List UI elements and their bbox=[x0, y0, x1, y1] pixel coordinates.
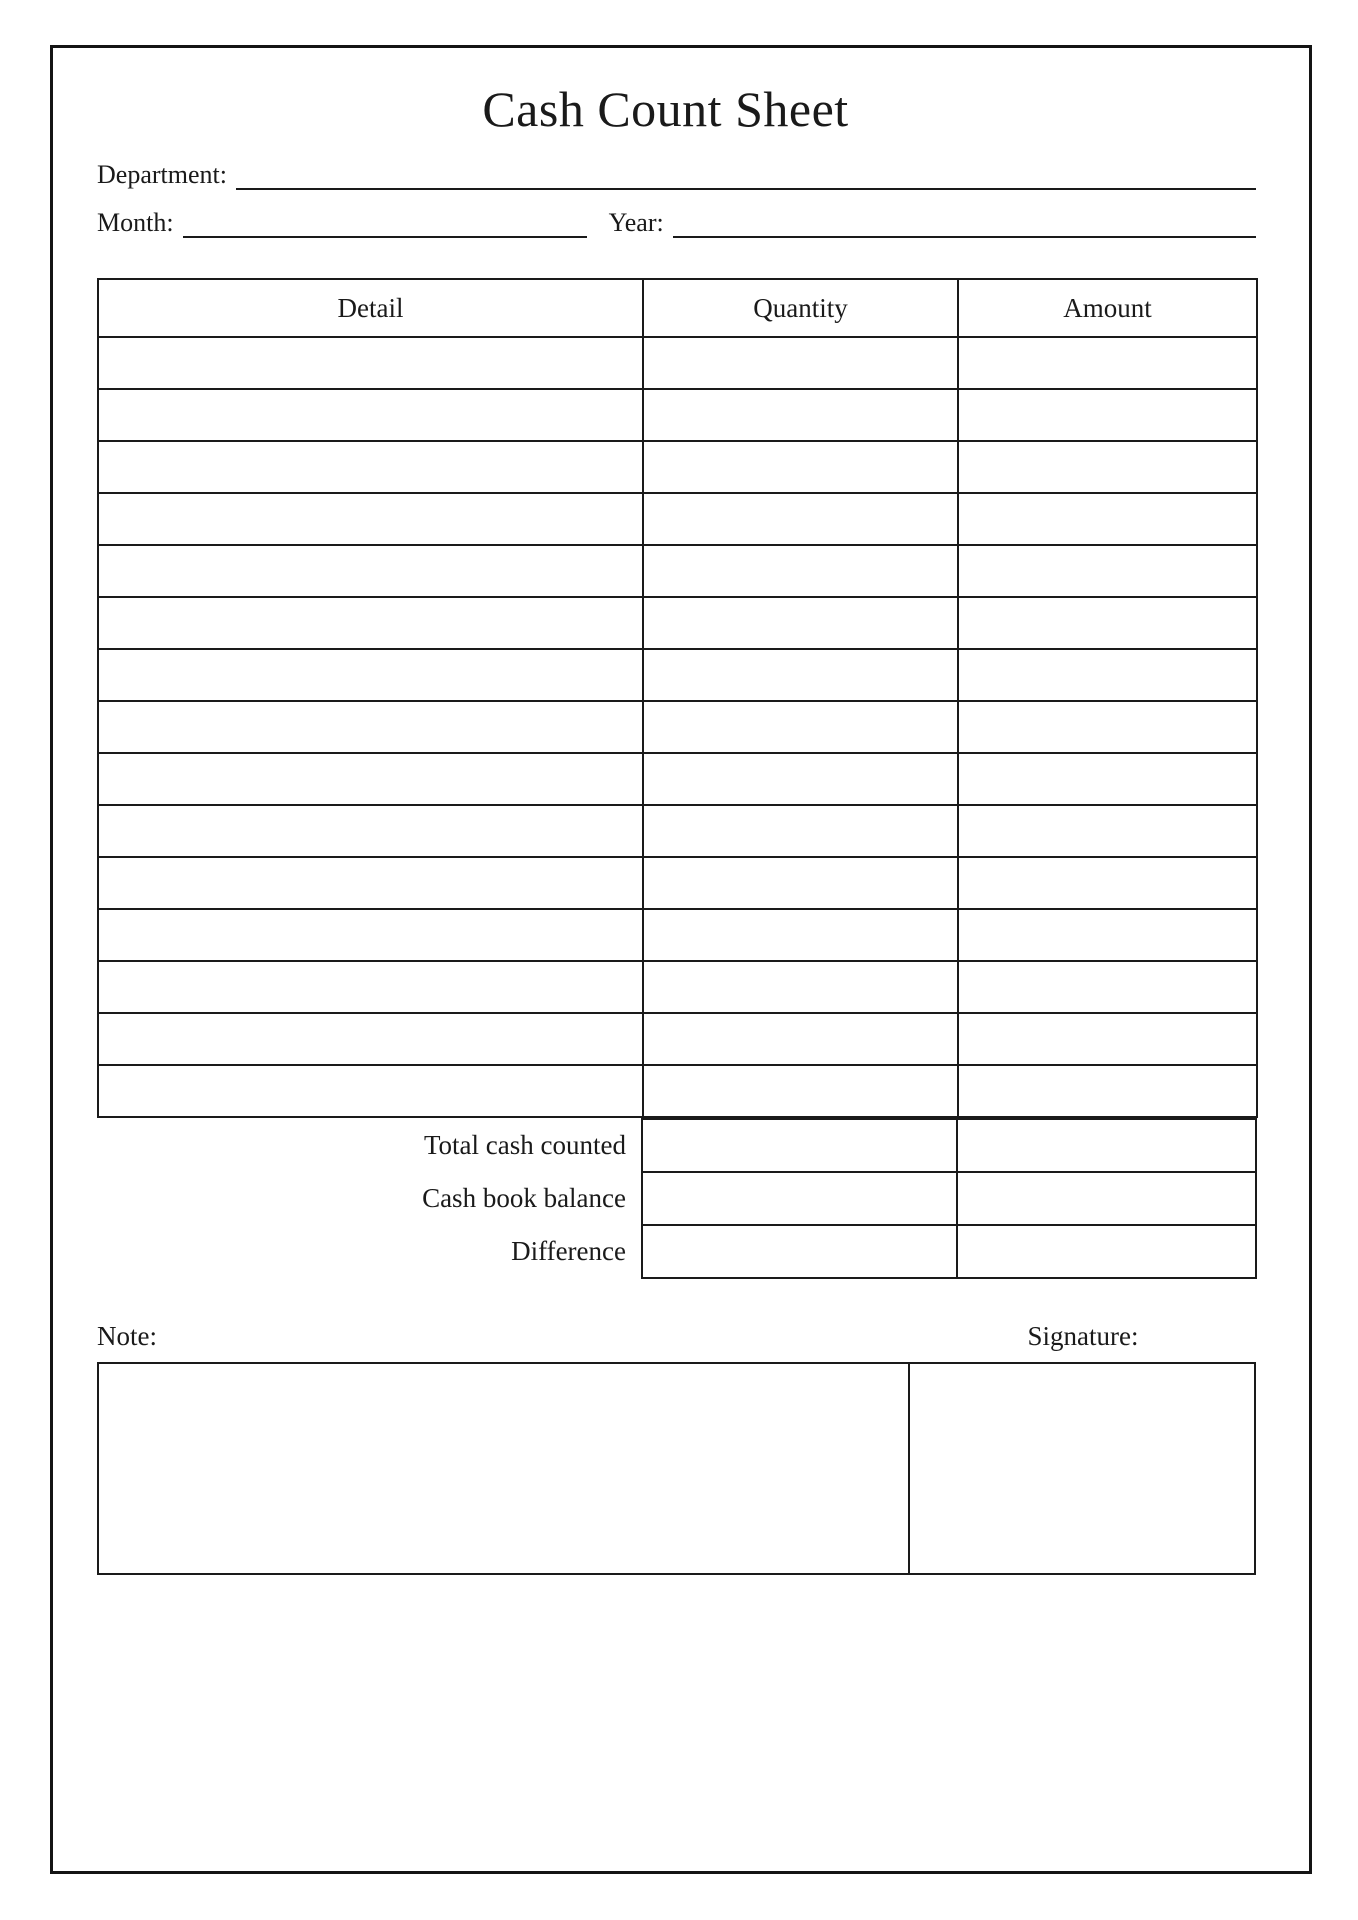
table-cell-detail[interactable] bbox=[98, 701, 643, 753]
table-cell-detail[interactable] bbox=[98, 909, 643, 961]
column-header-amount: Amount bbox=[958, 279, 1257, 337]
table-cell-amount[interactable] bbox=[958, 441, 1257, 493]
table-header bbox=[98, 279, 1257, 337]
table-cell-amount[interactable] bbox=[958, 909, 1257, 961]
table-cell-detail[interactable] bbox=[98, 857, 643, 909]
summary-row-label: Cash book balance bbox=[422, 1183, 626, 1213]
column-header-detail: Detail bbox=[98, 279, 643, 337]
month-year-field-row bbox=[97, 202, 1256, 238]
month-input-line[interactable] bbox=[183, 210, 587, 238]
table-cell-quantity[interactable] bbox=[643, 805, 958, 857]
table-row bbox=[98, 597, 1257, 649]
footer-labels bbox=[97, 1323, 1256, 1350]
summary-cell-quantity[interactable] bbox=[642, 1119, 957, 1172]
table-cell-quantity[interactable] bbox=[643, 441, 958, 493]
table-cell-amount[interactable] bbox=[958, 753, 1257, 805]
note-label: Note: bbox=[97, 1321, 157, 1351]
table-row bbox=[98, 337, 1257, 389]
table-row bbox=[98, 701, 1257, 753]
table-cell-amount[interactable] bbox=[958, 1013, 1257, 1065]
summary-row-label: Difference bbox=[511, 1236, 626, 1266]
table-cell-amount[interactable] bbox=[958, 961, 1257, 1013]
table-cell-amount[interactable] bbox=[958, 337, 1257, 389]
table-cell-quantity[interactable] bbox=[643, 649, 958, 701]
summary-row-label: Total cash counted bbox=[423, 1130, 626, 1160]
summary-row bbox=[97, 1119, 1256, 1172]
summary-cell-amount[interactable] bbox=[957, 1119, 1256, 1172]
table-row bbox=[98, 753, 1257, 805]
column-header-quantity: Quantity bbox=[643, 279, 958, 337]
table-row bbox=[98, 545, 1257, 597]
signature-label: Signature: bbox=[1027, 1321, 1139, 1351]
page-content bbox=[97, 62, 1256, 1857]
table-cell-quantity[interactable] bbox=[643, 493, 958, 545]
department-field-row bbox=[97, 154, 1256, 190]
table-cell-quantity[interactable] bbox=[643, 597, 958, 649]
note-input-box[interactable] bbox=[97, 1362, 910, 1575]
table-cell-amount[interactable] bbox=[958, 389, 1257, 441]
table-cell-quantity[interactable] bbox=[643, 337, 958, 389]
month-label: Month: bbox=[97, 208, 174, 237]
table-row bbox=[98, 441, 1257, 493]
table-cell-amount[interactable] bbox=[958, 1065, 1257, 1117]
table-cell-amount[interactable] bbox=[958, 493, 1257, 545]
table-cell-detail[interactable] bbox=[98, 961, 643, 1013]
table-cell-detail[interactable] bbox=[98, 1013, 643, 1065]
table-cell-quantity[interactable] bbox=[643, 1065, 958, 1117]
table-row bbox=[98, 493, 1257, 545]
year-input-line[interactable] bbox=[673, 210, 1256, 238]
year-label: Year: bbox=[608, 208, 664, 237]
table-cell-quantity[interactable] bbox=[643, 545, 958, 597]
table-row bbox=[98, 1065, 1257, 1117]
summary-cell-amount[interactable] bbox=[957, 1225, 1256, 1278]
table-cell-detail[interactable] bbox=[98, 389, 643, 441]
table-row bbox=[98, 857, 1257, 909]
table-cell-amount[interactable] bbox=[958, 701, 1257, 753]
table-cell-detail[interactable] bbox=[98, 597, 643, 649]
table-cell-detail[interactable] bbox=[98, 805, 643, 857]
table-cell-detail[interactable] bbox=[98, 441, 643, 493]
table-cell-quantity[interactable] bbox=[643, 389, 958, 441]
table-cell-quantity[interactable] bbox=[643, 753, 958, 805]
form-meta-fields bbox=[97, 154, 1256, 238]
summary-row bbox=[97, 1225, 1256, 1278]
table-cell-amount[interactable] bbox=[958, 597, 1257, 649]
department-label: Department: bbox=[97, 160, 227, 189]
summary-cell-amount[interactable] bbox=[957, 1172, 1256, 1225]
table-row bbox=[98, 649, 1257, 701]
signature-input-box[interactable] bbox=[910, 1362, 1256, 1575]
table-cell-quantity[interactable] bbox=[643, 961, 958, 1013]
summary-body bbox=[97, 1119, 1256, 1278]
table-cell-amount[interactable] bbox=[958, 805, 1257, 857]
table-cell-quantity[interactable] bbox=[643, 909, 958, 961]
table-cell-quantity[interactable] bbox=[643, 1013, 958, 1065]
table-cell-detail[interactable] bbox=[98, 337, 643, 389]
table-cell-amount[interactable] bbox=[958, 545, 1257, 597]
table-row bbox=[98, 1013, 1257, 1065]
department-input-line[interactable] bbox=[236, 162, 1256, 190]
footer-boxes bbox=[97, 1362, 1256, 1575]
table-row bbox=[98, 389, 1257, 441]
table-cell-detail[interactable] bbox=[98, 1065, 643, 1117]
table-cell-detail[interactable] bbox=[98, 753, 643, 805]
summary-row bbox=[97, 1172, 1256, 1225]
table-cell-detail[interactable] bbox=[98, 649, 643, 701]
page-title: Cash Count Sheet bbox=[482, 81, 849, 137]
cash-count-table bbox=[97, 278, 1258, 1118]
table-cell-amount[interactable] bbox=[958, 649, 1257, 701]
table-body bbox=[98, 337, 1257, 1117]
table-cell-amount[interactable] bbox=[958, 857, 1257, 909]
summary-cell-quantity[interactable] bbox=[642, 1172, 957, 1225]
table-row bbox=[98, 805, 1257, 857]
table-cell-quantity[interactable] bbox=[643, 701, 958, 753]
table-row bbox=[98, 961, 1257, 1013]
summary-cell-quantity[interactable] bbox=[642, 1225, 957, 1278]
table-cell-detail[interactable] bbox=[98, 545, 643, 597]
table-header-row bbox=[98, 279, 1257, 337]
summary-table bbox=[97, 1118, 1257, 1279]
table-cell-quantity[interactable] bbox=[643, 857, 958, 909]
table-row bbox=[98, 909, 1257, 961]
table-cell-detail[interactable] bbox=[98, 493, 643, 545]
